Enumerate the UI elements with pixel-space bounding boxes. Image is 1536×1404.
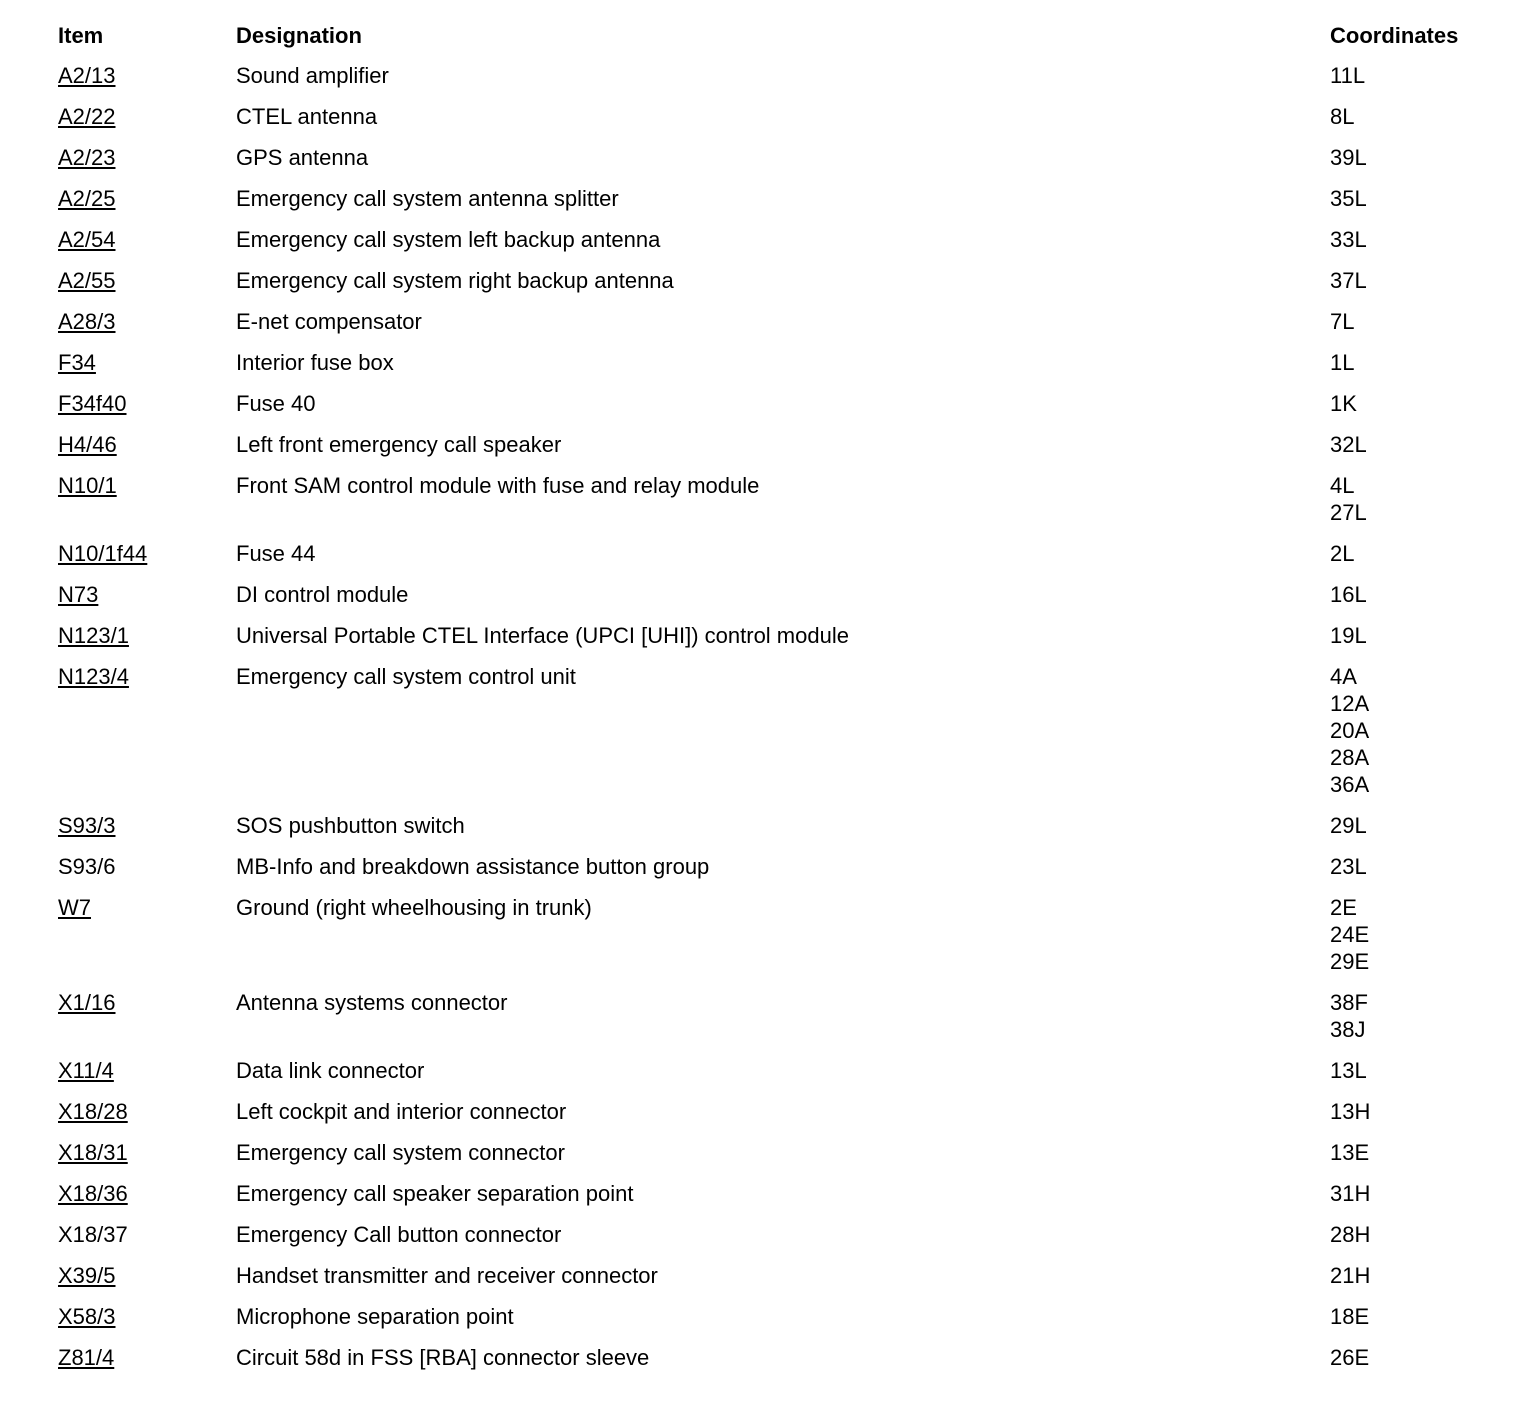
coordinates-cell: [1330, 812, 1498, 839]
coordinates-cell: [1330, 472, 1498, 526]
coordinate-value: 1L: [1330, 350, 1355, 375]
coordinate-value: 29E: [1330, 949, 1370, 974]
item-cell: [58, 540, 236, 567]
coordinates-cell: [1330, 989, 1498, 1043]
coordinates-cell: [1330, 663, 1498, 798]
item-cell: [58, 1344, 236, 1371]
coordinates-cell: [1330, 1344, 1498, 1371]
table-row: [58, 989, 1498, 1043]
designation-cell: Emergency call system left backup antenna: [236, 227, 661, 252]
table-row: [58, 894, 1498, 975]
component-legend-table: [58, 22, 1498, 1385]
item-link[interactable]: F34f40: [58, 391, 127, 416]
coordinates-cell: [1330, 226, 1498, 253]
coordinates-cell: [1330, 144, 1498, 171]
designation-cell: Emergency Call button connector: [236, 1222, 562, 1247]
coordinate-value: 37L: [1330, 268, 1367, 293]
table-row: [58, 1221, 1498, 1248]
designation-cell: Handset transmitter and receiver connector: [236, 1263, 658, 1288]
table-header: [58, 22, 1498, 49]
table-row: [58, 1344, 1498, 1371]
coordinate-value: 2L: [1330, 541, 1355, 566]
item-cell: [58, 226, 236, 253]
coordinate-value: 28A: [1330, 745, 1370, 770]
item-link[interactable]: X18/28: [58, 1099, 128, 1124]
table-row: [58, 1262, 1498, 1289]
coordinate-value: 1K: [1330, 391, 1357, 416]
coordinates-cell: [1330, 431, 1498, 458]
designation-cell: Front SAM control module with fuse and relay module: [236, 473, 760, 498]
item-link[interactable]: N73: [58, 582, 99, 607]
item-cell: [58, 894, 236, 921]
coordinate-value: 4A: [1330, 664, 1357, 689]
coordinate-value: 8L: [1330, 104, 1355, 129]
header-designation: Designation: [236, 23, 362, 48]
designation-cell: GPS antenna: [236, 145, 369, 170]
coordinate-value: 38J: [1330, 1017, 1366, 1042]
designation-cell: E-net compensator: [236, 309, 422, 334]
designation-cell: SOS pushbutton switch: [236, 813, 465, 838]
table-row: [58, 103, 1498, 130]
coordinate-value: 35L: [1330, 186, 1367, 211]
item-cell: [58, 1139, 236, 1166]
item-link[interactable]: N123/4: [58, 664, 129, 689]
coordinate-value: 24E: [1330, 922, 1370, 947]
item-link[interactable]: X1/16: [58, 990, 116, 1015]
coordinate-value: 13L: [1330, 1058, 1367, 1083]
item-link[interactable]: A2/13: [58, 63, 116, 88]
designation-cell: DI control module: [236, 582, 409, 607]
coordinate-value: 31H: [1330, 1181, 1371, 1206]
designation-cell: Circuit 58d in FSS [RBA] connector sleeve: [236, 1345, 650, 1370]
table-body: [58, 62, 1498, 1371]
table-row: [58, 144, 1498, 171]
designation-cell: Data link connector: [236, 1058, 425, 1083]
item-code: S93/6: [58, 854, 116, 879]
designation-cell: Ground (right wheelhousing in trunk): [236, 895, 592, 920]
item-cell: [58, 144, 236, 171]
item-link[interactable]: A2/25: [58, 186, 116, 211]
item-cell: [58, 185, 236, 212]
item-cell: [58, 622, 236, 649]
coordinate-value: 21H: [1330, 1263, 1371, 1288]
table-row: [58, 1303, 1498, 1330]
table-row: [58, 267, 1498, 294]
coordinates-cell: [1330, 62, 1498, 89]
coordinates-cell: [1330, 308, 1498, 335]
item-cell: [58, 1180, 236, 1207]
item-link[interactable]: Z81/4: [58, 1345, 115, 1370]
item-link[interactable]: S93/3: [58, 813, 116, 838]
item-cell: [58, 1057, 236, 1084]
item-cell: [58, 103, 236, 130]
item-cell: [58, 989, 236, 1016]
coordinates-cell: [1330, 1221, 1498, 1248]
table-row: [58, 853, 1498, 880]
item-cell: [58, 1221, 236, 1248]
item-link[interactable]: A2/22: [58, 104, 116, 129]
item-cell: [58, 472, 236, 499]
item-cell: [58, 663, 236, 690]
header-coordinates: Coordinates: [1330, 23, 1459, 48]
coordinates-cell: [1330, 581, 1498, 608]
designation-cell: Fuse 44: [236, 541, 316, 566]
table-row: [58, 663, 1498, 798]
designation-cell: Universal Portable CTEL Interface (UPCI [UHI]) control module: [236, 623, 849, 648]
header-item: Item: [58, 23, 104, 48]
table-row: [58, 581, 1498, 608]
coordinate-value: 16L: [1330, 582, 1367, 607]
coordinates-cell: [1330, 1098, 1498, 1125]
item-link[interactable]: A2/55: [58, 268, 116, 293]
coordinates-cell: [1330, 267, 1498, 294]
coordinate-value: 12A: [1330, 691, 1370, 716]
coordinate-value: 33L: [1330, 227, 1367, 252]
designation-cell: Sound amplifier: [236, 63, 389, 88]
table-row: [58, 472, 1498, 526]
table-row: [58, 431, 1498, 458]
table-row: [58, 812, 1498, 839]
item-cell: [58, 431, 236, 458]
coordinates-cell: [1330, 540, 1498, 567]
item-link[interactable]: W7: [58, 895, 91, 920]
coordinate-value: 39L: [1330, 145, 1367, 170]
coordinate-value: 36A: [1330, 772, 1370, 797]
table-row: [58, 349, 1498, 376]
designation-cell: Emergency call speaker separation point: [236, 1181, 634, 1206]
item-link[interactable]: A2/23: [58, 145, 116, 170]
coordinate-value: 27L: [1330, 500, 1367, 525]
table-row: [58, 62, 1498, 89]
designation-cell: Emergency call system right backup antenna: [236, 268, 674, 293]
coordinate-value: 18E: [1330, 1304, 1370, 1329]
item-cell: [58, 308, 236, 335]
table-row: [58, 1098, 1498, 1125]
coordinates-cell: [1330, 894, 1498, 975]
designation-cell: Emergency call system control unit: [236, 664, 576, 689]
table-row: [58, 622, 1498, 649]
table-row: [58, 226, 1498, 253]
coordinate-value: 28H: [1330, 1222, 1371, 1247]
item-link[interactable]: N10/1: [58, 473, 117, 498]
coordinate-value: 4L: [1330, 473, 1355, 498]
coordinates-cell: [1330, 622, 1498, 649]
coordinates-cell: [1330, 1303, 1498, 1330]
item-link[interactable]: H4/46: [58, 432, 117, 457]
coordinate-value: 32L: [1330, 432, 1367, 457]
item-cell: [58, 812, 236, 839]
table-row: [58, 1139, 1498, 1166]
coordinate-value: 13E: [1330, 1140, 1370, 1165]
designation-cell: MB-Info and breakdown assistance button group: [236, 854, 710, 879]
coordinates-cell: [1330, 1057, 1498, 1084]
coordinates-cell: [1330, 1139, 1498, 1166]
designation-cell: Microphone separation point: [236, 1304, 514, 1329]
item-cell: [58, 1262, 236, 1289]
coordinate-value: 7L: [1330, 309, 1355, 334]
coordinates-cell: [1330, 349, 1498, 376]
designation-cell: Left cockpit and interior connector: [236, 1099, 567, 1124]
coordinate-value: 13H: [1330, 1099, 1371, 1124]
coordinates-cell: [1330, 853, 1498, 880]
designation-cell: Emergency call system connector: [236, 1140, 565, 1165]
designation-cell: Fuse 40: [236, 391, 316, 416]
coordinate-value: 38F: [1330, 990, 1368, 1015]
coordinates-cell: [1330, 390, 1498, 417]
item-cell: [58, 1098, 236, 1125]
designation-cell: Emergency call system antenna splitter: [236, 186, 619, 211]
designation-cell: Antenna systems connector: [236, 990, 508, 1015]
table-row: [58, 1180, 1498, 1207]
designation-cell: Interior fuse box: [236, 350, 394, 375]
item-cell: [58, 390, 236, 417]
designation-cell: Left front emergency call speaker: [236, 432, 562, 457]
item-link[interactable]: A28/3: [58, 309, 116, 334]
item-link[interactable]: N123/1: [58, 623, 129, 648]
item-link[interactable]: X39/5: [58, 1263, 116, 1288]
table-row: [58, 1057, 1498, 1084]
coordinates-cell: [1330, 1262, 1498, 1289]
item-cell: [58, 267, 236, 294]
coordinate-value: 26E: [1330, 1345, 1370, 1370]
coordinates-cell: [1330, 103, 1498, 130]
coordinate-value: 29L: [1330, 813, 1367, 838]
table-row: [58, 308, 1498, 335]
coordinate-value: 23L: [1330, 854, 1367, 879]
item-link[interactable]: N10/1f44: [58, 541, 148, 566]
coordinate-value: 20A: [1330, 718, 1370, 743]
item-cell: [58, 581, 236, 608]
item-cell: [58, 349, 236, 376]
item-link[interactable]: X18/31: [58, 1140, 128, 1165]
table-row: [58, 540, 1498, 567]
designation-cell: CTEL antenna: [236, 104, 378, 129]
item-code: X18/37: [58, 1222, 128, 1247]
item-link[interactable]: X11/4: [58, 1058, 114, 1083]
coordinates-cell: [1330, 1180, 1498, 1207]
coordinate-value: 19L: [1330, 623, 1367, 648]
item-cell: [58, 1303, 236, 1330]
item-link[interactable]: X18/36: [58, 1181, 128, 1206]
item-link[interactable]: X58/3: [58, 1304, 116, 1329]
item-cell: [58, 62, 236, 89]
table-row: [58, 185, 1498, 212]
coordinate-value: 2E: [1330, 895, 1357, 920]
item-link[interactable]: A2/54: [58, 227, 116, 252]
coordinates-cell: [1330, 185, 1498, 212]
coordinate-value: 11L: [1330, 63, 1366, 88]
item-link[interactable]: F34: [58, 350, 96, 375]
item-cell: [58, 853, 236, 880]
table-row: [58, 390, 1498, 417]
